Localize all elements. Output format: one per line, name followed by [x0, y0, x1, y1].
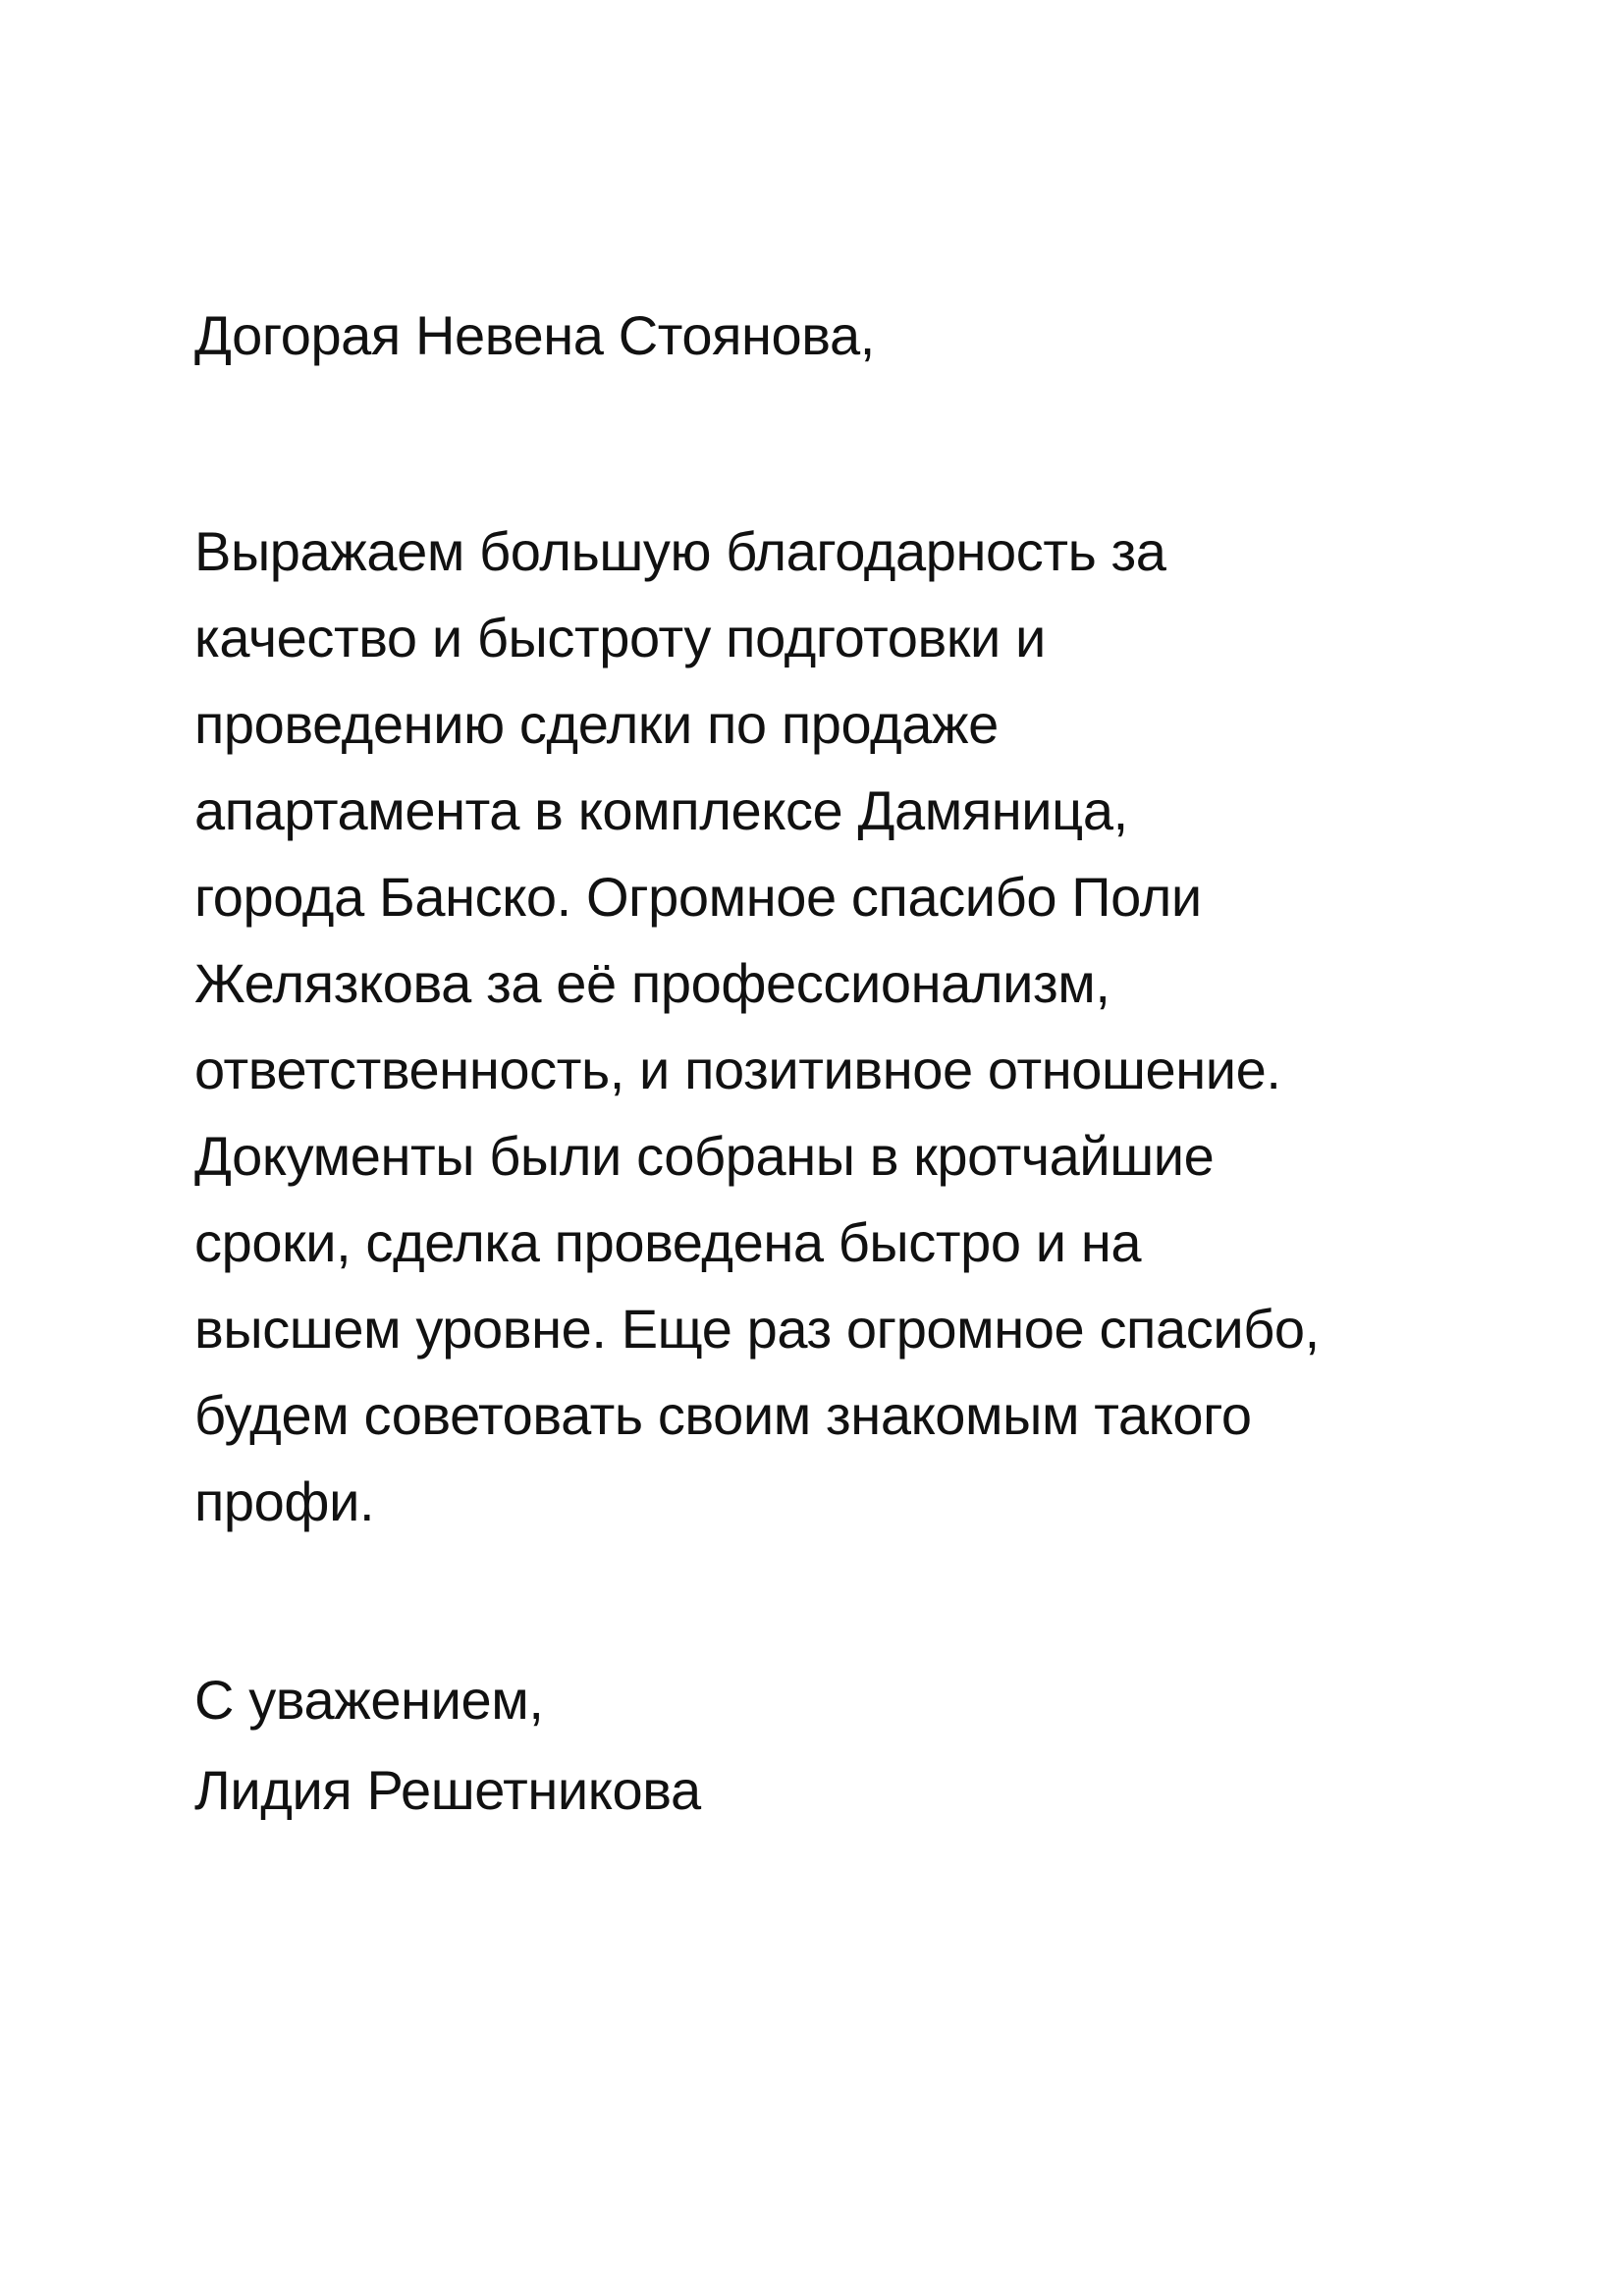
body-line: высшем уровне. Еще раз огромное спасибо, [194, 1298, 1320, 1360]
letter-closing: С уважением, [194, 1669, 544, 1731]
body-line: сроки, сделка проведена быстро и на [194, 1211, 1142, 1273]
body-line: профи. [194, 1470, 375, 1532]
letter-body [194, 508, 1320, 1545]
letter-greeting: Догорая Невена Стоянова, [194, 304, 875, 366]
letter-signature: Лидия Решетникова [194, 1759, 701, 1821]
body-line: города Банско. Огромное спасибо Поли [194, 866, 1202, 928]
body-line: будем советовать своим знакомым такого [194, 1384, 1252, 1446]
body-line: ответственность, и позитивное отношение. [194, 1039, 1281, 1100]
body-line: Выражаем большую благодарность за [194, 520, 1166, 582]
body-line: проведению сделки по продаже [194, 693, 999, 755]
body-line: качество и быстроту подготовки и [194, 607, 1046, 668]
body-line: апартамента в комплексе Дамяница, [194, 779, 1128, 841]
body-line: Документы были собраны в кротчайшие [194, 1125, 1215, 1187]
body-line: Желязкова за её профессионализм, [194, 952, 1110, 1014]
